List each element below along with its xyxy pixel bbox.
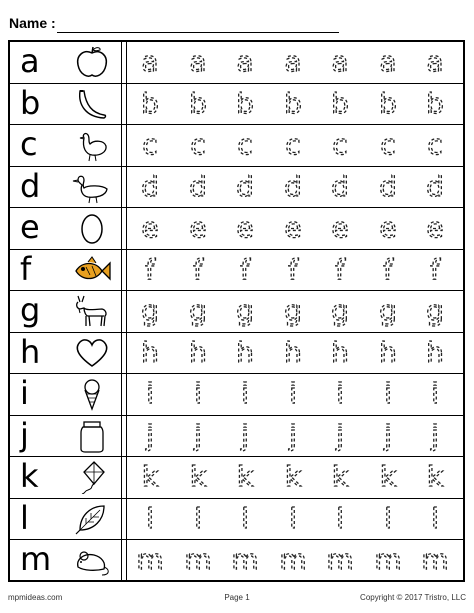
svg-text:i: i [193, 377, 202, 410]
dotted-letter[interactable] [328, 125, 352, 165]
tracing-area[interactable] [132, 250, 459, 290]
duck-icon [72, 170, 112, 204]
row-letter: g [20, 291, 41, 329]
dotted-letter[interactable] [233, 540, 257, 580]
dotted-letter[interactable] [423, 540, 447, 580]
row-letter-l [10, 499, 463, 541]
svg-text:m: m [183, 543, 212, 576]
svg-text:b: b [236, 86, 254, 120]
apple-icon [72, 45, 112, 79]
column-divider [121, 540, 127, 582]
svg-text:h: h [378, 335, 397, 369]
svg-text:e: e [141, 211, 159, 244]
svg-text:d: d [141, 169, 159, 203]
dotted-letter[interactable] [138, 84, 162, 124]
svg-text:g: g [141, 294, 159, 327]
svg-text:c: c [142, 128, 158, 161]
egg-icon [72, 211, 112, 245]
kite-icon [72, 460, 112, 494]
svg-text:j: j [288, 418, 297, 452]
svg-text:j: j [241, 418, 249, 452]
svg-text:g: g [283, 294, 302, 327]
svg-text:d: d [188, 169, 207, 203]
svg-text:k: k [284, 460, 301, 493]
row-letter-b [10, 84, 463, 126]
row-letter-h [10, 333, 463, 375]
row-letter-e [10, 208, 463, 250]
dotted-letter[interactable] [423, 374, 447, 414]
dotted-letter[interactable] [376, 416, 400, 456]
column-divider [121, 125, 127, 166]
dotted-letter[interactable] [281, 457, 305, 497]
dotted-letter[interactable] [281, 499, 305, 539]
svg-text:c: c [237, 128, 253, 161]
svg-text:l: l [146, 501, 154, 535]
svg-text:c: c [332, 128, 348, 161]
row-letter-f [10, 250, 463, 292]
svg-text:c: c [284, 128, 301, 161]
dotted-letter[interactable] [423, 167, 447, 207]
row-letter: h [20, 332, 41, 371]
dotted-letter[interactable] [281, 291, 305, 331]
dotted-letter[interactable] [376, 84, 400, 124]
dotted-letter[interactable] [233, 84, 257, 124]
dotted-letter[interactable] [281, 333, 305, 373]
dotted-letter[interactable] [233, 125, 257, 165]
svg-text:j: j [431, 418, 439, 452]
footer-page-number: Page 1 [224, 593, 250, 602]
svg-text:a: a [331, 45, 349, 78]
svg-text:k: k [141, 460, 159, 493]
dotted-letter[interactable] [138, 457, 162, 497]
dotted-letter[interactable] [328, 540, 352, 580]
row-letter-d [10, 167, 463, 209]
svg-text:e: e [378, 211, 397, 244]
dotted-letter[interactable] [423, 457, 447, 497]
dotted-letter[interactable] [281, 374, 305, 414]
dotted-letter[interactable] [138, 374, 162, 414]
dotted-letter[interactable] [376, 167, 400, 207]
dotted-letter[interactable] [186, 333, 210, 373]
column-divider [121, 250, 127, 291]
tracing-area[interactable] [132, 374, 459, 414]
dotted-letter[interactable] [328, 250, 352, 290]
tracing-area[interactable] [132, 42, 459, 82]
dotted-letter[interactable] [138, 499, 162, 539]
svg-text:h: h [188, 335, 207, 369]
svg-text:m: m [421, 543, 449, 576]
tracing-area[interactable] [132, 125, 459, 165]
row-letter: m [20, 540, 52, 578]
row-letter: c [20, 125, 38, 163]
svg-text:g: g [188, 294, 207, 327]
svg-text:g: g [236, 294, 254, 327]
column-divider [121, 416, 127, 457]
ice-cream-icon [72, 377, 112, 411]
mouse-icon [72, 543, 112, 577]
svg-text:d: d [426, 169, 444, 203]
dotted-letter[interactable] [186, 291, 210, 331]
svg-text:i: i [288, 377, 297, 410]
dotted-letter[interactable] [328, 457, 352, 497]
dotted-letter[interactable] [423, 416, 447, 456]
row-letter: i [20, 374, 29, 412]
svg-text:d: d [331, 169, 349, 203]
svg-text:l: l [383, 501, 392, 535]
dotted-letter[interactable] [328, 208, 352, 248]
row-letter: j [20, 415, 29, 454]
dotted-letter[interactable] [328, 291, 352, 331]
svg-text:b: b [283, 86, 302, 120]
column-divider [121, 499, 127, 540]
dotted-letter[interactable] [186, 125, 210, 165]
svg-text:m: m [326, 543, 354, 576]
svg-text:a: a [141, 45, 159, 78]
row-letter: b [20, 83, 41, 122]
svg-text:a: a [378, 45, 397, 78]
dotted-letter[interactable] [328, 499, 352, 539]
svg-text:h: h [236, 335, 254, 369]
dotted-letter[interactable] [328, 42, 352, 82]
row-letter-m [10, 540, 463, 582]
dotted-letter[interactable] [281, 208, 305, 248]
svg-text:e: e [426, 211, 444, 244]
svg-text:k: k [236, 460, 254, 493]
dotted-letter[interactable] [376, 333, 400, 373]
dotted-letter[interactable] [281, 84, 305, 124]
svg-text:i: i [336, 377, 344, 410]
svg-text:c: c [427, 128, 443, 161]
dotted-letter[interactable] [186, 42, 210, 82]
svg-text:g: g [331, 294, 349, 327]
dotted-letter[interactable] [138, 540, 162, 580]
dotted-letter[interactable] [423, 291, 447, 331]
svg-text:h: h [283, 335, 302, 369]
dotted-letter[interactable] [423, 333, 447, 373]
dotted-letter[interactable] [281, 125, 305, 165]
dotted-letter[interactable] [423, 208, 447, 248]
row-letter-i [10, 374, 463, 416]
dotted-letter[interactable] [376, 250, 400, 290]
dotted-letter[interactable] [138, 250, 162, 290]
svg-text:b: b [141, 86, 159, 120]
dotted-letter[interactable] [186, 250, 210, 290]
svg-text:h: h [426, 335, 444, 369]
column-divider [121, 291, 127, 332]
tracing-area[interactable] [132, 540, 459, 580]
tracing-area[interactable] [132, 333, 459, 373]
svg-text:k: k [379, 460, 396, 493]
tracing-area[interactable] [132, 499, 459, 539]
dotted-letter[interactable] [138, 208, 162, 248]
dotted-letter[interactable] [233, 208, 257, 248]
svg-text:j: j [383, 418, 392, 452]
column-divider [121, 42, 127, 83]
svg-text:m: m [231, 543, 259, 576]
svg-text:i: i [431, 377, 439, 410]
name-write-line[interactable] [57, 32, 339, 33]
svg-text:m: m [136, 543, 164, 576]
dotted-letter[interactable] [376, 499, 400, 539]
dotted-letter[interactable] [138, 333, 162, 373]
dotted-letter[interactable] [186, 208, 210, 248]
svg-text:c: c [379, 128, 396, 161]
dotted-letter[interactable] [423, 42, 447, 82]
row-letter: k [20, 457, 39, 495]
svg-text:k: k [189, 460, 206, 493]
dotted-letter[interactable] [376, 457, 400, 497]
dotted-letter[interactable] [186, 84, 210, 124]
svg-text:d: d [378, 169, 397, 203]
svg-text:l: l [336, 501, 344, 535]
dotted-letter[interactable] [233, 457, 257, 497]
row-letter-j [10, 416, 463, 458]
footer-copyright: Copyright © 2017 Tristro, LLC [360, 593, 466, 602]
row-letter: a [20, 42, 40, 80]
dotted-letter[interactable] [281, 42, 305, 82]
dotted-letter[interactable] [233, 250, 257, 290]
svg-text:e: e [188, 211, 207, 244]
svg-text:j: j [336, 418, 344, 452]
dotted-letter[interactable] [328, 416, 352, 456]
svg-text:l: l [288, 501, 297, 535]
dotted-letter[interactable] [281, 250, 305, 290]
svg-text:d: d [283, 169, 302, 203]
svg-text:l: l [241, 501, 249, 535]
svg-text:m: m [373, 543, 402, 576]
svg-text:e: e [236, 211, 254, 244]
tracing-area[interactable] [132, 457, 459, 497]
fish-icon [72, 253, 112, 287]
row-letter-c [10, 125, 463, 167]
dotted-letter[interactable] [233, 333, 257, 373]
svg-text:i: i [241, 377, 249, 410]
dotted-letter[interactable] [328, 374, 352, 414]
dotted-letter[interactable] [138, 42, 162, 82]
svg-text:f: f [430, 252, 440, 286]
svg-text:b: b [426, 86, 444, 120]
dotted-letter[interactable] [233, 374, 257, 414]
svg-text:g: g [426, 294, 444, 327]
dotted-letter[interactable] [233, 416, 257, 456]
svg-text:e: e [283, 211, 302, 244]
column-divider [121, 374, 127, 415]
dotted-letter[interactable] [186, 167, 210, 207]
svg-text:h: h [331, 335, 349, 369]
leaf-icon [72, 502, 112, 536]
tracing-area[interactable] [132, 416, 459, 456]
svg-text:a: a [188, 45, 207, 78]
column-divider [121, 167, 127, 208]
svg-text:m: m [278, 543, 307, 576]
dotted-letter[interactable] [373, 540, 402, 580]
tracing-area[interactable] [132, 167, 459, 207]
dotted-letter[interactable] [138, 167, 162, 207]
goat-icon [72, 294, 112, 328]
svg-text:f: f [192, 252, 203, 286]
row-letter-a [10, 42, 463, 84]
svg-text:l: l [431, 501, 439, 535]
svg-text:l: l [193, 501, 202, 535]
svg-text:f: f [335, 252, 345, 286]
svg-text:f: f [382, 252, 393, 286]
column-divider [121, 333, 127, 374]
name-label: Name : [9, 15, 56, 31]
dotted-letter[interactable] [233, 167, 257, 207]
jar-icon [72, 419, 112, 453]
row-letter: e [20, 208, 40, 246]
row-letter: d [20, 166, 41, 205]
chicken-icon [72, 128, 112, 162]
dotted-letter[interactable] [376, 291, 400, 331]
column-divider [121, 208, 127, 249]
name-field-row [9, 15, 339, 35]
svg-text:f: f [240, 252, 250, 286]
tracing-sheet [8, 40, 465, 582]
dotted-letter[interactable] [183, 540, 212, 580]
dotted-letter[interactable] [328, 167, 352, 207]
svg-text:i: i [146, 377, 154, 410]
dotted-letter[interactable] [376, 42, 400, 82]
svg-text:a: a [236, 45, 254, 78]
svg-text:d: d [236, 169, 254, 203]
row-letter-k [10, 457, 463, 499]
row-letter: f [20, 249, 32, 288]
dotted-letter[interactable] [423, 499, 447, 539]
svg-text:b: b [378, 86, 397, 120]
banana-icon [72, 87, 112, 121]
dotted-letter[interactable] [233, 499, 257, 539]
dotted-letter[interactable] [328, 333, 352, 373]
dotted-letter[interactable] [423, 250, 447, 290]
dotted-letter[interactable] [138, 125, 162, 165]
svg-text:e: e [331, 211, 349, 244]
column-divider [121, 84, 127, 125]
tracing-area[interactable] [132, 208, 459, 248]
row-letter: l [20, 498, 29, 537]
svg-text:h: h [141, 335, 159, 369]
dotted-letter[interactable] [423, 84, 447, 124]
dotted-letter[interactable] [281, 167, 305, 207]
dotted-letter[interactable] [186, 374, 210, 414]
dotted-letter[interactable] [233, 42, 257, 82]
dotted-letter[interactable] [186, 416, 210, 456]
dotted-letter[interactable] [278, 540, 307, 580]
dotted-letter[interactable] [328, 84, 352, 124]
svg-text:g: g [378, 294, 397, 327]
dotted-letter[interactable] [281, 416, 305, 456]
dotted-letter[interactable] [138, 416, 162, 456]
svg-text:j: j [146, 418, 154, 452]
dotted-letter[interactable] [138, 291, 162, 331]
row-letter-g [10, 291, 463, 333]
dotted-letter[interactable] [233, 291, 257, 331]
svg-text:b: b [188, 86, 207, 120]
svg-text:k: k [331, 460, 349, 493]
tracing-area[interactable] [132, 291, 459, 331]
dotted-letter[interactable] [376, 208, 400, 248]
svg-text:a: a [283, 45, 302, 78]
page-footer [8, 593, 466, 607]
svg-text:f: f [145, 252, 155, 286]
svg-text:i: i [383, 377, 392, 410]
svg-text:a: a [426, 45, 444, 78]
svg-text:b: b [331, 86, 349, 120]
svg-text:f: f [287, 252, 298, 286]
column-divider [121, 457, 127, 498]
svg-text:c: c [189, 128, 206, 161]
dotted-letter[interactable] [186, 457, 210, 497]
dotted-letter[interactable] [423, 125, 447, 165]
dotted-letter[interactable] [376, 125, 400, 165]
dotted-letter[interactable] [376, 374, 400, 414]
footer-website: mpmideas.com [8, 593, 63, 602]
dotted-letter[interactable] [186, 499, 210, 539]
svg-text:k: k [426, 460, 444, 493]
tracing-area[interactable] [132, 84, 459, 124]
heart-icon [72, 336, 112, 370]
svg-text:j: j [193, 418, 202, 452]
